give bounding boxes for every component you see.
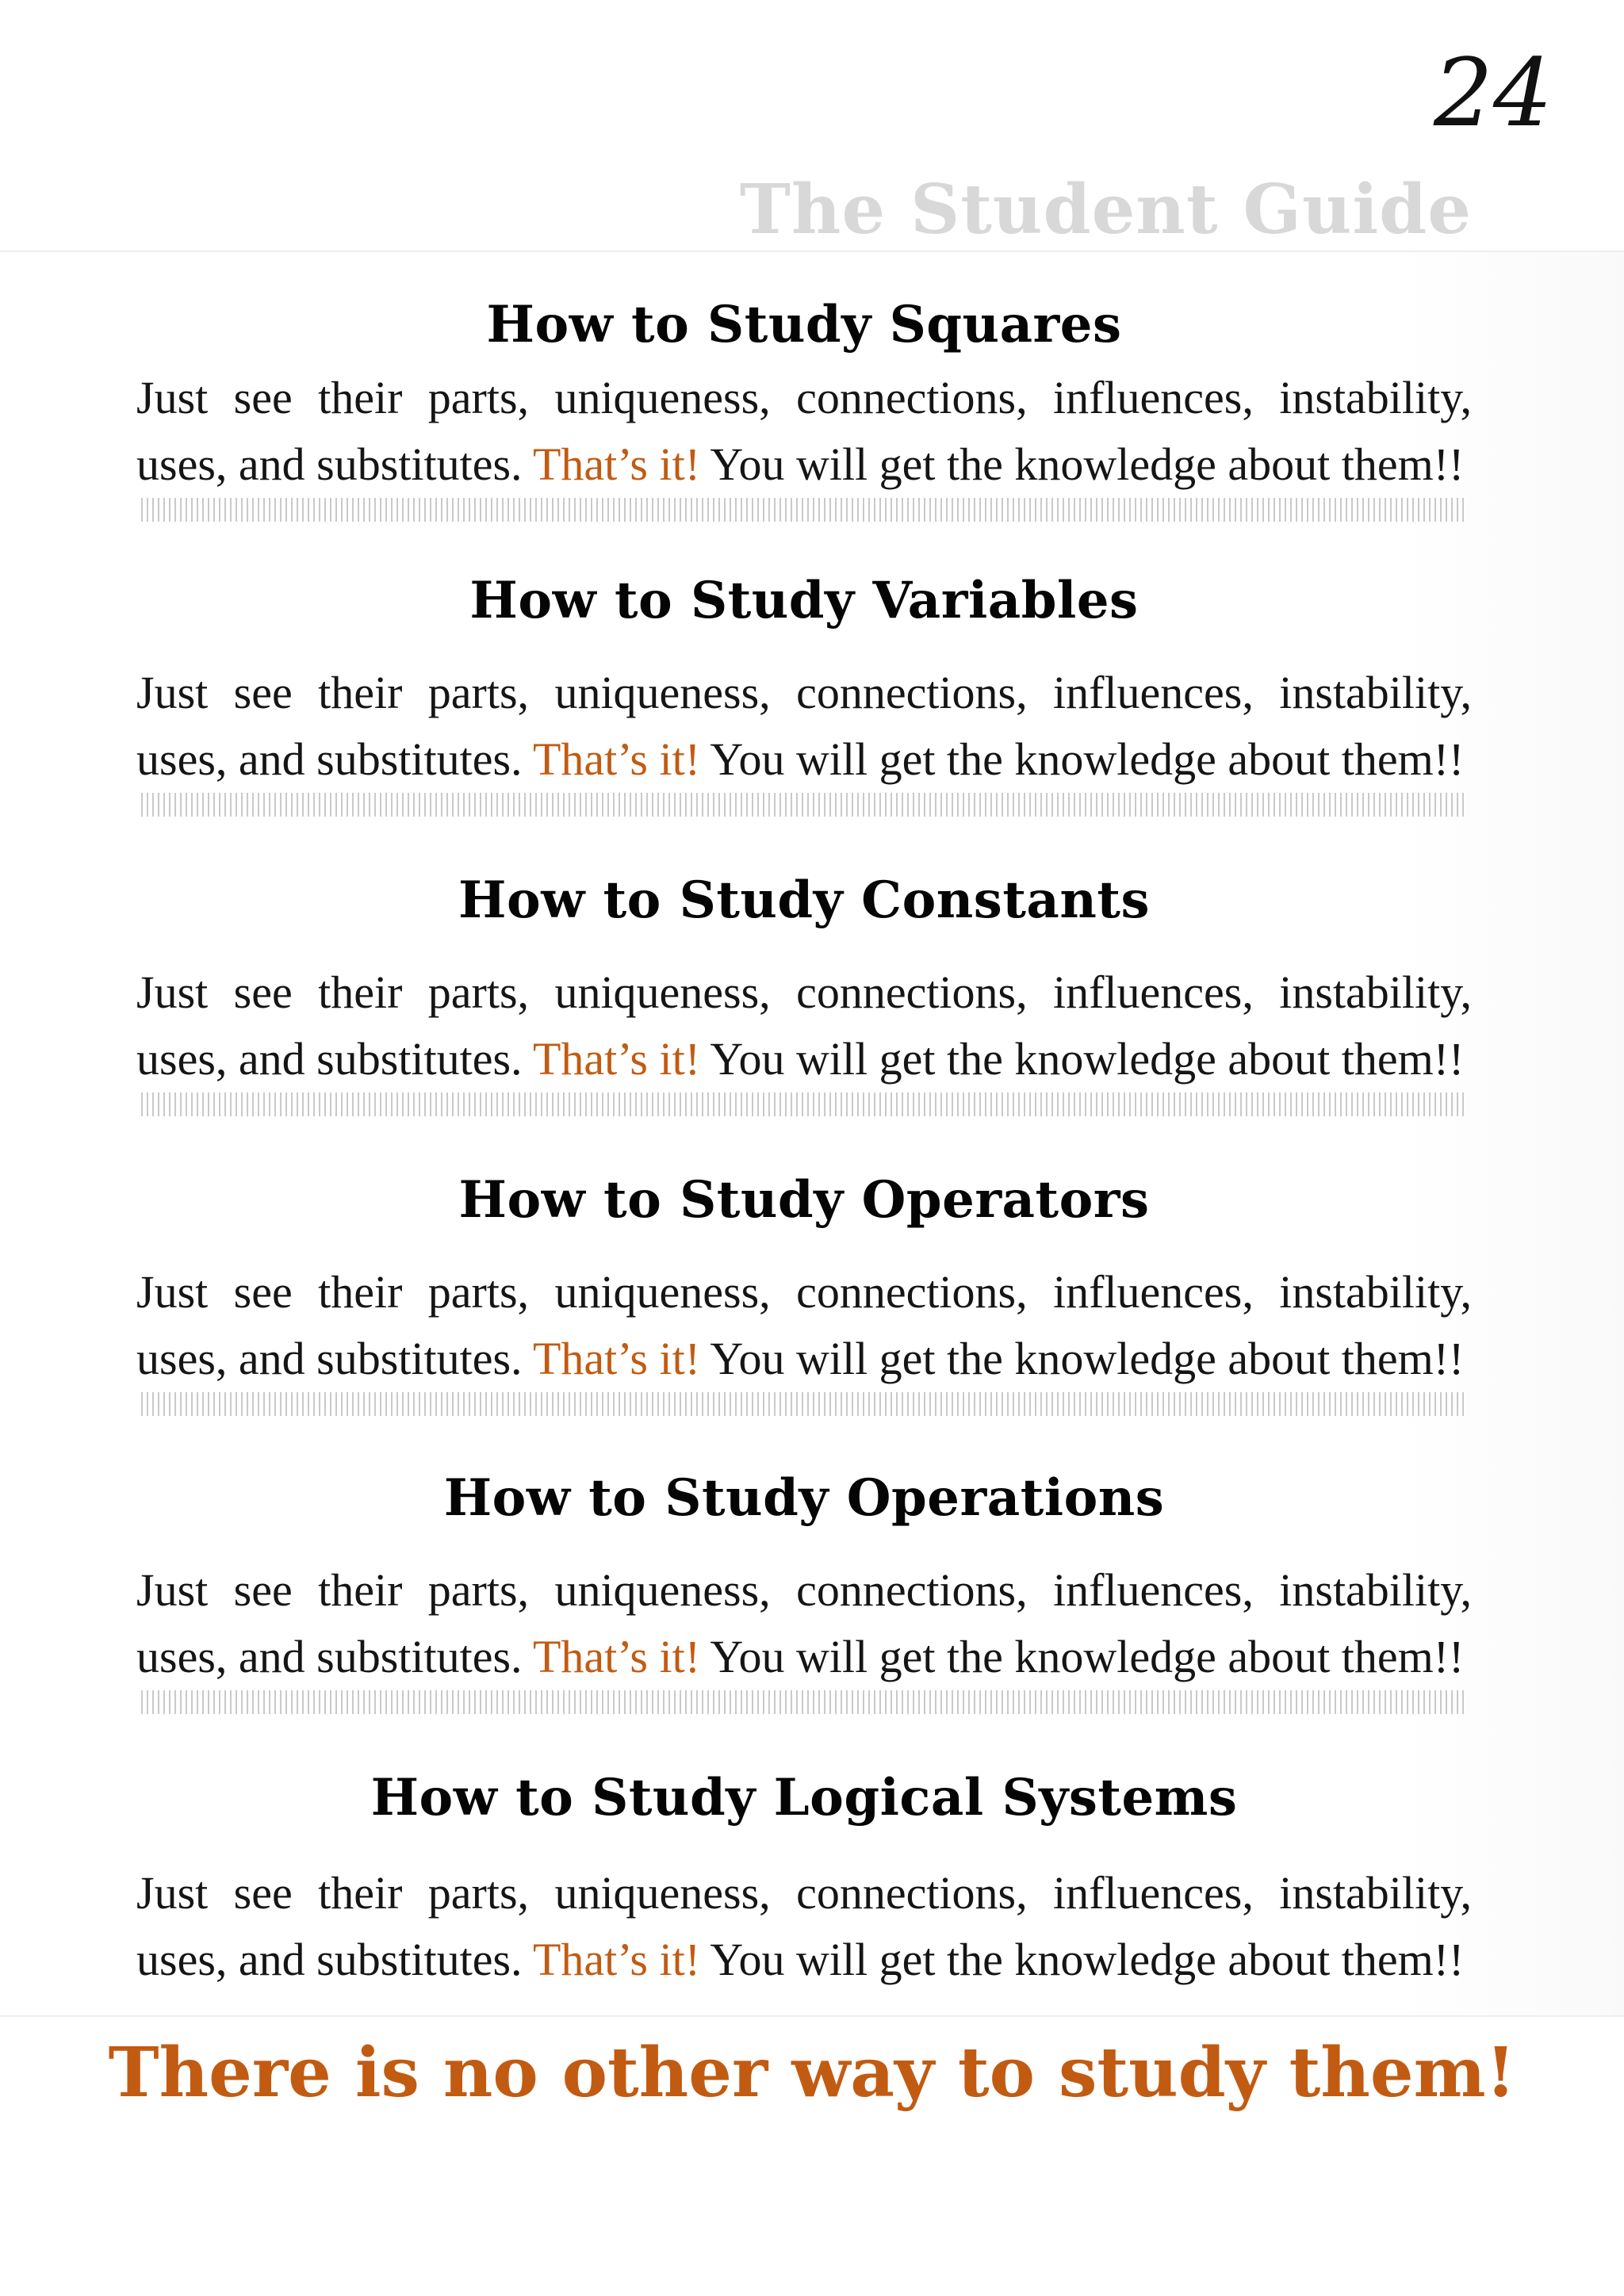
closing-line: There is no other way to study them!	[108, 2033, 1516, 2113]
body-text: You will get the knowledge about them!!	[710, 1333, 1465, 1384]
body-text: Just see their parts, uniqueness, connections, influences, instability, uses, and substitutes.	[136, 1564, 1472, 1682]
section-constants	[136, 871, 1472, 1116]
body-text: You will get the knowledge about them!!	[710, 1934, 1465, 1985]
section-divider	[141, 1093, 1467, 1116]
section-operations	[136, 1468, 1472, 1714]
section-body	[136, 365, 1472, 498]
section-body	[136, 1259, 1472, 1392]
body-text: You will get the knowledge about them!!	[710, 1033, 1465, 1085]
highlight-text: That’s it!	[533, 1033, 701, 1085]
body-text: Just see their parts, uniqueness, connections, influences, instability, uses, and substitutes.	[136, 372, 1472, 490]
section-body	[136, 1557, 1472, 1690]
section-body	[136, 959, 1472, 1093]
section-divider	[141, 1690, 1467, 1714]
body-text: You will get the knowledge about them!!	[710, 1631, 1465, 1682]
section-divider	[141, 498, 1467, 522]
section-body	[136, 660, 1472, 793]
section-divider	[141, 1392, 1467, 1416]
highlight-text: That’s it!	[533, 1631, 701, 1682]
body-text: Just see their parts, uniqueness, connections, influences, instability, uses, and substitutes.	[136, 667, 1472, 785]
section-heading: How to Study Squares	[486, 295, 1122, 354]
highlight-text: That’s it!	[533, 1333, 701, 1384]
section-variables	[136, 571, 1472, 817]
section-body	[136, 1860, 1472, 1993]
section-heading: How to Study Constants	[458, 871, 1150, 930]
highlight-text: That’s it!	[533, 1934, 701, 1985]
page-number: 24	[1433, 38, 1553, 147]
section-heading: How to Study Variables	[469, 571, 1139, 630]
body-text: Just see their parts, uniqueness, connections, influences, instability, uses, and substitutes.	[136, 966, 1472, 1085]
body-text: Just see their parts, uniqueness, connections, influences, instability, uses, and substitutes.	[136, 1266, 1472, 1384]
body-text: You will get the knowledge about them!!	[710, 733, 1465, 785]
section-logical-systems	[136, 1768, 1472, 1993]
section-squares	[136, 295, 1472, 522]
section-operators	[136, 1170, 1472, 1416]
section-heading: How to Study Operators	[458, 1170, 1150, 1230]
highlight-text: That’s it!	[533, 733, 701, 785]
section-heading: How to Study Operations	[443, 1468, 1165, 1528]
highlight-text: That’s it!	[533, 438, 701, 490]
body-text: You will get the knowledge about them!!	[710, 438, 1465, 490]
section-heading: How to Study Logical Systems	[370, 1768, 1238, 1827]
section-divider	[141, 793, 1467, 817]
book-title: The Student Guide	[739, 170, 1472, 250]
footer-divider	[0, 2015, 1624, 2017]
body-text: Just see their parts, uniqueness, connections, influences, instability, uses, and substitutes.	[136, 1867, 1472, 1985]
